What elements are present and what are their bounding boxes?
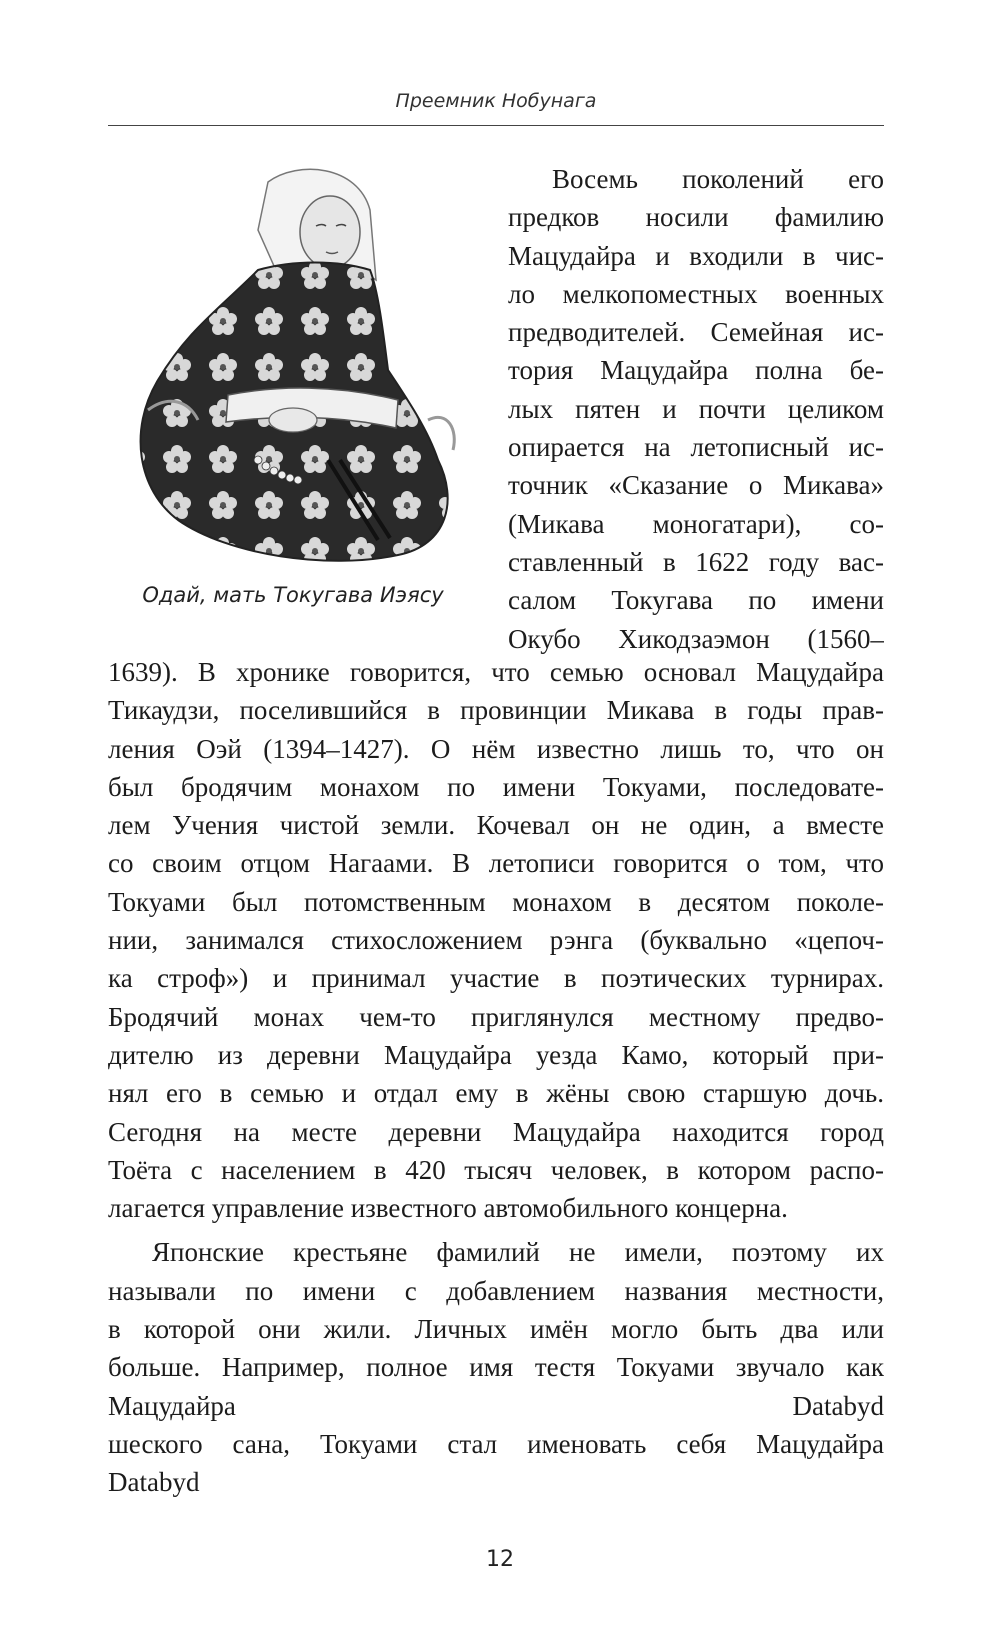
text-line: называли по имени с добавлением названия местности, — [108, 1275, 884, 1306]
text-line: Токуами был потомственным монахом в десятом поколе- — [108, 886, 884, 917]
text-line: предков носили фамилию — [508, 202, 884, 233]
text-line: дителю из деревни Мацудайра уезда Камо, который при- — [108, 1039, 884, 1070]
text-line: лем Учения чистой земли. Кочевал он не один, а вместе — [108, 810, 884, 841]
text-line: лагается управление известного автомобильного концерна. — [108, 1193, 788, 1224]
text-line: 1639). В хронике говорится, что семью основал Мацудайра — [108, 657, 884, 687]
text-line: больше. Например, полное имя тестя Токуами звучало как — [108, 1352, 884, 1383]
wrapped-text-column — [508, 160, 884, 658]
text-line: Databyd — [108, 1467, 200, 1498]
body-text — [108, 653, 884, 1502]
text-line: нии, занимался стихосложением рэнга (буквально «цепоч- — [108, 925, 884, 956]
text-line: Восемь поколений его — [552, 164, 884, 194]
portrait-illustration — [108, 160, 478, 580]
text-line: Тоёта с населением в 420 тысяч человек, в котором распо- — [108, 1154, 884, 1185]
text-line: в которой они жили. Личных имён могло быть два или — [108, 1314, 884, 1345]
text-line: лых пятен и почти целиком — [508, 393, 884, 424]
text-line: ления Оэй (1394–1427). О нём известно лишь то, что он — [108, 733, 884, 764]
page-number: 12 — [486, 1547, 514, 1572]
header-rule — [108, 125, 884, 126]
text-line: опирается на летописный ис- — [508, 432, 884, 463]
text-line: тория Мацудайра полна бе- — [508, 355, 884, 386]
text-line: был бродячим монахом по имени Токуами, последовате- — [108, 771, 884, 802]
text-line: Мацудайра Databyd — [108, 1390, 884, 1421]
text-line: шеского сана, Токуами стал именовать себя Мацудайра — [108, 1428, 884, 1459]
figure-caption: Одай, мать Токугава Иэясу — [142, 583, 444, 607]
text-line: Тикаудзи, поселившийся в провинции Микава в годы прав- — [108, 695, 884, 726]
text-line: точник «Сказание о Микава» — [508, 470, 884, 501]
text-line: ставленный в 1622 году вас- — [508, 546, 884, 577]
text-line: салом Токугава по имени — [508, 585, 884, 616]
text-line: Мацудайра и входили в чис- — [508, 240, 884, 271]
text-line: Бродячий монах чем-то приглянулся местному предво- — [108, 1001, 884, 1032]
text-line: Японские крестьяне фамилий не имели, поэтому их — [152, 1237, 884, 1268]
text-line: Сегодня на месте деревни Мацудайра находится город — [108, 1116, 884, 1147]
portrait-figure — [108, 160, 478, 580]
text-line: (Микава моногатари), со- — [508, 508, 884, 539]
text-line: ка строф») и принимал участие в поэтических турнирах. — [108, 963, 884, 994]
text-line: Окубо Хикодзаэмон (1560– — [508, 623, 884, 654]
text-line: со своим отцом Нагаами. В летописи говорится о том, что — [108, 848, 884, 879]
text-line: предводителей. Семейная ис- — [508, 317, 884, 348]
text-line: нял его в семью и отдал ему в жёны свою старшую дочь. — [108, 1078, 884, 1109]
text-line: ло мелкопоместных военных — [508, 278, 884, 309]
running-title: Преемник Нобунага — [395, 90, 597, 112]
